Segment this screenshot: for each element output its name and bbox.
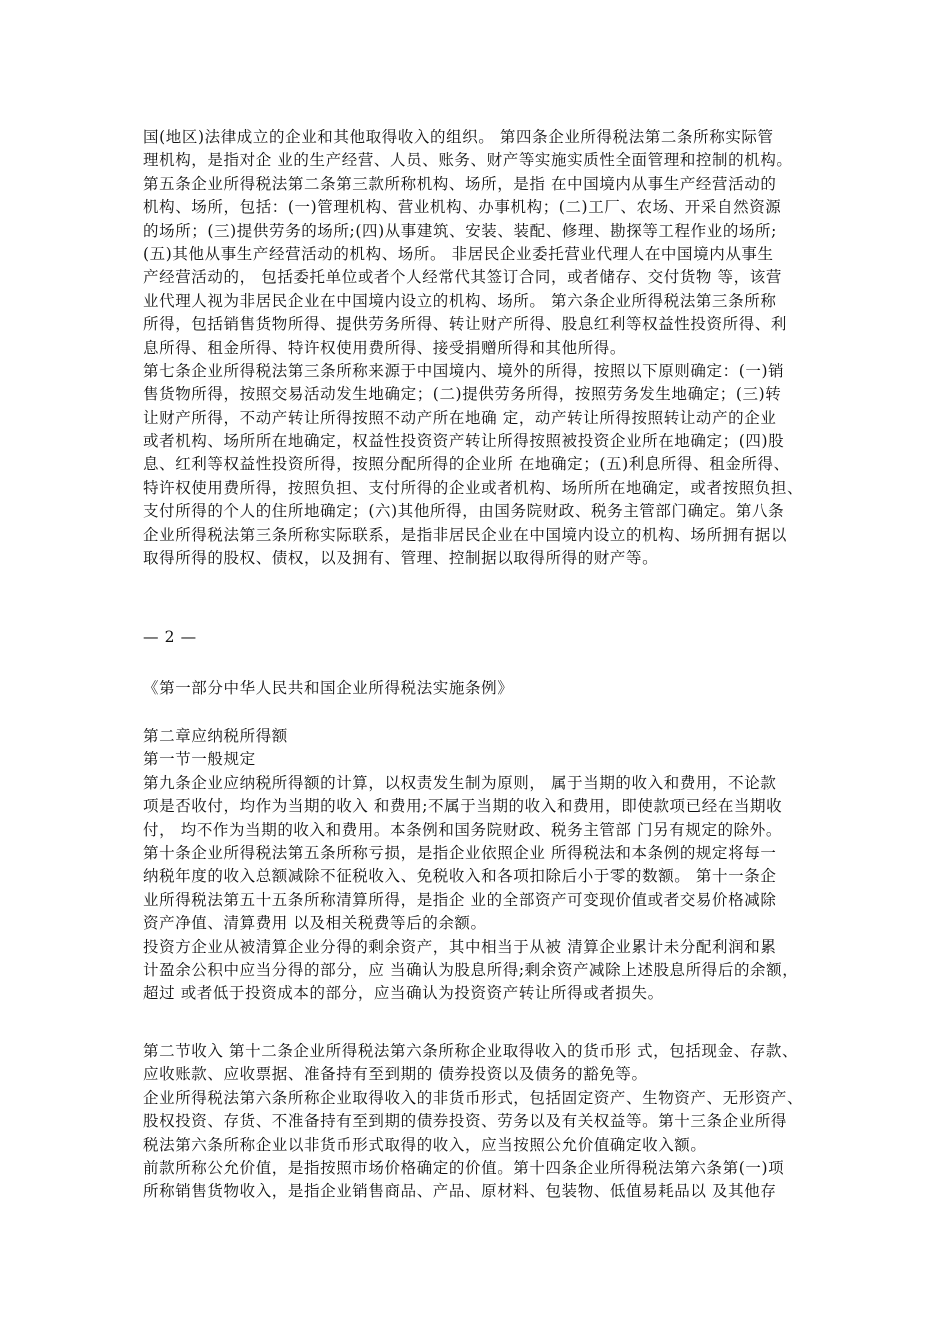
text-line: 资产净值、清算费用 以及相关税费等后的余额。	[143, 914, 487, 933]
page-number: — 2 —	[143, 628, 197, 646]
text-line: 应收账款、应收票据、准备持有至到期的 债券投资以及债务的豁免等。	[143, 1065, 648, 1084]
text-line: 售货物所得，按照交易活动发生地确定；(二)提供劳务所得，按照劳务发生地确定；(三)转	[143, 385, 782, 404]
text-line: 息所得、租金所得、特许权使用费所得、接受捐赠所得和其他所得。	[143, 338, 627, 357]
text-line: 付， 均不作为当期的收入和费用。本条例和国务院财政、税务主管部 门另有规定的除外。	[143, 820, 782, 839]
text-line: 超过 或者低于投资成本的部分，应当确认为投资资产转让所得或者损失。	[143, 984, 664, 1003]
text-line: 项是否收付，均作为当期的收入 和费用;不属于当期的收入和费用，即使款项已经在当期收	[143, 797, 783, 816]
text-line: 计盈余公积中应当分得的部分，应 当确认为股息所得;剩余资产减除上述股息所得后的余额，	[143, 960, 799, 979]
text-line: 特许权使用费所得，按照负担、支付所得的企业或者机构、场所所在地确定，或者按照负担、	[143, 478, 804, 497]
text-line: 支付所得的个人的住所地确定；(六)其他所得，由国务院财政、税务主管部门确定。第八条	[143, 502, 785, 521]
text-block-lower	[143, 1040, 823, 1204]
text-line: 的场所；(三)提供劳务的场所;(四)从事建筑、安装、装配、修理、勘探等工程作业的场所;	[143, 221, 777, 240]
text-line: 产经营活动的， 包括委托单位或者个人经常代其签订合同，或者储存、交付货物 等，该营	[143, 268, 782, 287]
text-line: 股权投资、存货、不准备持有至到期的债券投资、劳务以及有关权益等。第十三条企业所得	[143, 1112, 788, 1131]
text-line: 纳税年度的收入总额减除不征税收入、免税收入和各项扣除后小于零的数额。 第十一条企	[143, 867, 777, 886]
text-line: 机构、场所，包括：(一)管理机构、营业机构、办事机构；(二)工厂、农场、开采自然资源	[143, 198, 782, 217]
text-line: (五)其他从事生产经营活动的机构、场所。 非居民企业委托营业代理人在中国境内从事生	[143, 244, 774, 263]
text-line: 业所得税法第五十五条所称清算所得，是指企 业的全部资产可变现价值或者交易价格减除	[143, 890, 777, 909]
text-line: 第二节收入 第十二条企业所得税法第六条所称企业取得收入的货币形 式，包括现金、存款、	[143, 1042, 799, 1060]
text-line: 业代理人视为非居民企业在中国境内设立的机构、场所。 第六条企业所得税法第三条所称	[143, 291, 777, 310]
text-line: 第十条企业所得税法第五条所称亏损，是指企业依照企业 所得税法和本条例的规定将每一	[143, 843, 777, 862]
text-line: 前款所称公允价值，是指按照市场价格确定的价值。第十四条企业所得税法第六条第(一)项	[143, 1158, 785, 1177]
text-line: 投资方企业从被清算企业分得的剩余资产，其中相当于从被 清算企业累计未分配利润和累	[143, 937, 777, 956]
part-title: 《第一部分中华人民共和国企业所得税法实施条例》	[143, 679, 514, 697]
text-line: 企业所得税法第三条所称实际联系，是指非居民企业在中国境内设立的机构、场所拥有据以	[143, 525, 788, 544]
text-line: 第五条企业所得税法第二条第三款所称机构、场所，是指 在中国境内从事生产经营活动的	[143, 174, 777, 193]
text-line: 息、红利等权益性投资所得，按照分配所得的企业所 在地确定；(五)利息所得、租金所得、	[143, 455, 790, 474]
text-line: 取得所得的股权、债权，以及拥有、管理、控制据以取得所得的财产等。	[143, 549, 659, 568]
text-line: 所得，包括销售货物所得、提供劳务所得、转让财产所得、股息红利等权益性投资所得、利	[143, 315, 788, 334]
text-line: 第七条企业所得税法第三条所称来源于中国境内、境外的所得，按照以下原则确定：(一)销	[143, 361, 785, 380]
text-line: 所称销售货物收入，是指企业销售商品、产品、原材料、包装物、低值易耗品以 及其他存	[143, 1182, 777, 1201]
text-line: 国(地区)法律成立的企业和其他取得收入的组织。 第四条企业所得税法第二条所称实际管	[143, 128, 774, 146]
text-line: 让财产所得，不动产转让所得按照不动产所在地确 定，动产转让所得按照转让动产的企业	[143, 408, 777, 427]
text-line: 理机构，是指对企 业的生产经营、人员、账务、财产等实施实质性全面管理和控制的机构。	[143, 151, 793, 170]
text-line: 第九条企业应纳税所得额的计算，以权责发生制为原则， 属于当期的收入和费用，不论款	[143, 773, 777, 792]
chapter-heading: 第二章应纳税所得额	[143, 727, 288, 745]
text-line: 或者机构、场所所在地确定，权益性投资资产转让所得按照被投资企业所在地确定；(四)股	[143, 432, 785, 451]
text-line: 企业所得税法第六条所称企业取得收入的非货币形式，包括固定资产、生物资产、无形资产、	[143, 1088, 804, 1107]
text-line: 税法第六条所称企业以非货币形式取得的收入，应当按照公允价值确定收入额。	[143, 1135, 707, 1154]
text-block-middle	[143, 725, 823, 1006]
section-heading: 第一节一般规定	[143, 750, 256, 769]
text-block-upper	[143, 126, 823, 570]
